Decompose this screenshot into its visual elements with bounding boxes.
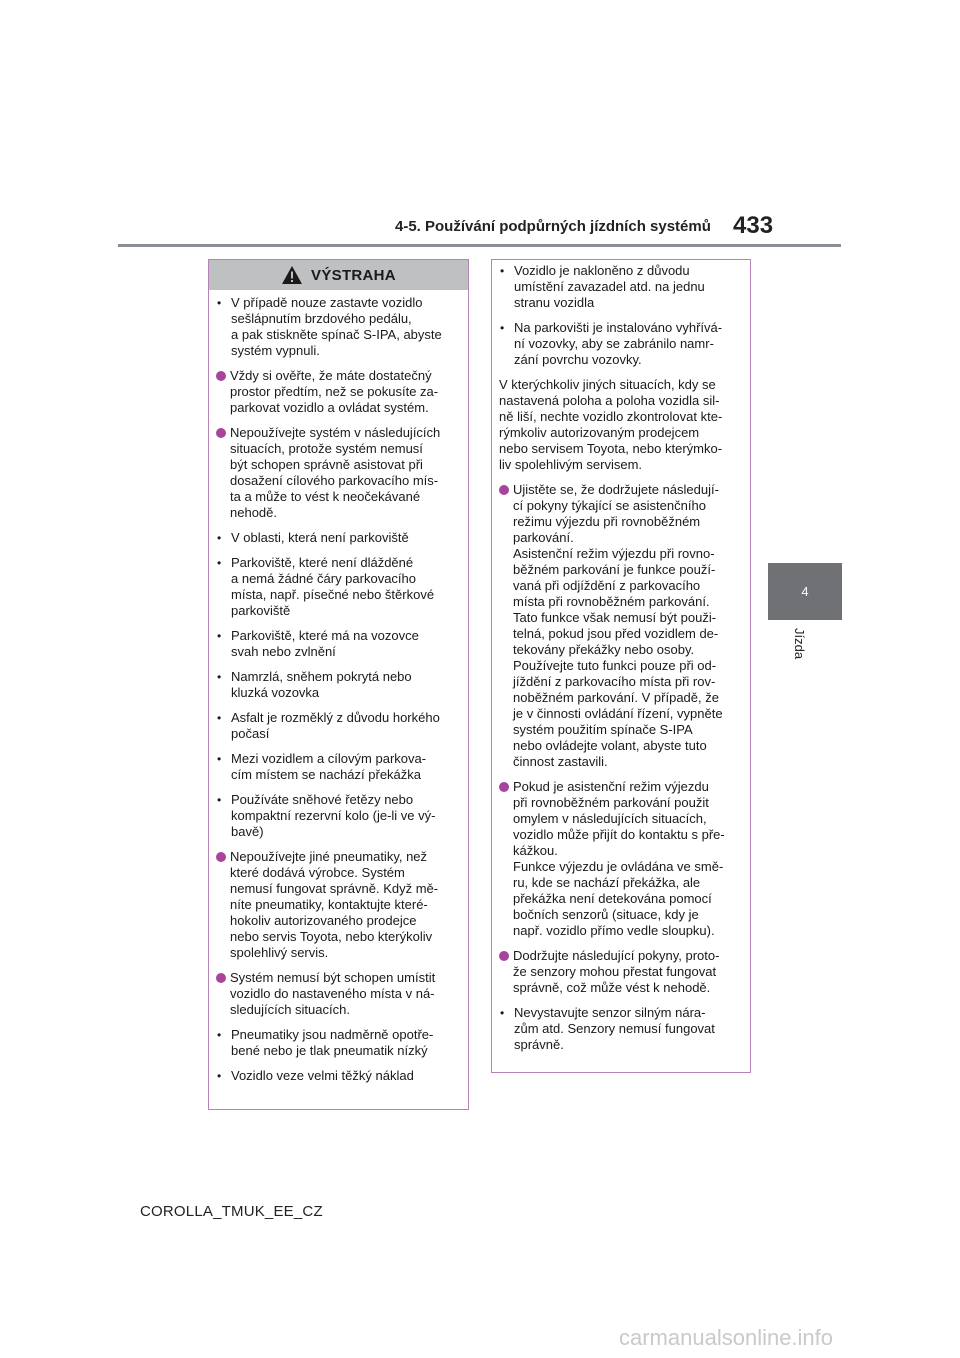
item-text: Namrzlá, sněhem pokrytá nebo kluzká vozovka (231, 669, 412, 700)
bullet-icon: • (217, 1028, 222, 1042)
bullet-icon: • (500, 264, 505, 278)
marker (499, 948, 513, 996)
chapter-label: Jízda (792, 628, 807, 660)
purple-dot-icon (216, 428, 226, 438)
item-text: Nepoužívejte jiné pneumatiky, než které dodává výrobce. Systém nemusí fungovat správně. Když mě- níte pneumatiky, kontaktujte které- hokoliv autorizovaného prodejce nebo servis Toyota, nebo kterýkoliv spolehlivý servis. (230, 849, 439, 960)
warning-point (499, 779, 743, 939)
chapter-tab: 4 (768, 563, 842, 620)
warning-point (499, 948, 743, 996)
page-number: 433 (733, 212, 774, 239)
item-text: Parkoviště, které není dlážděné a nemá žádné čáry parkovacího místa, např. písečné nebo štěrkové parkoviště (231, 555, 435, 618)
bullet-icon: • (217, 296, 222, 310)
warning-bullet-item (216, 792, 461, 840)
item-text: Nepoužívejte systém v následujících situacích, protože systém nemusí být schopen správně asistovat při dosažení cílového parkovacího mís- ta a může to vést k neočekávané nehodě. (230, 425, 441, 520)
warning-bullet-item (216, 710, 461, 742)
warning-bullet-item (499, 263, 743, 311)
bullet-icon: • (217, 556, 222, 570)
purple-dot-icon (216, 973, 226, 983)
warning-paragraph: V kterýchkoliv jiných situacích, kdy se nastavená poloha a poloha vozidla sil- ně liší, nechte vozidlo zkontrolovat kte- rýmkoliv autorizovaným prodejcem nebo servisem Toyota, nebo kterýmko- liv spolehlivým servisem. (499, 377, 723, 472)
warning-bullet-item (216, 530, 461, 546)
warning-content-left (209, 290, 468, 1084)
warning-bullet-item (216, 751, 461, 783)
purple-dot-icon (216, 371, 226, 381)
item-text: Vozidlo je nakloněno z důvodu umístění zavazadel atd. na jednu stranu vozidla (514, 263, 705, 310)
item-text: Používáte sněhové řetězy nebo kompaktní rezervní kolo (je-li ve vý- bavě) (231, 792, 436, 839)
document-code: COROLLA_TMUK_EE_CZ (140, 1203, 323, 1220)
item-text: Vozidlo veze velmi těžký náklad (231, 1068, 414, 1083)
item-text: V oblasti, která není parkoviště (231, 530, 409, 545)
bullet-icon: • (217, 670, 222, 684)
item-text: Pneumatiky jsou nadměrně opotře- bené nebo je tlak pneumatik nízký (231, 1027, 434, 1058)
item-text: Ujistěte se, že dodržujete následují- cí pokyny týkající se asistenčního režimu výjezdu při rovnoběžném parkování. Asistenční režim výjezdu při rovno- běžném parkování je funkce použí- vaná při odjíždění z parkovacího místa při rovnoběžném parkování. Tato funkce však nemusí být použi- telná, pokud jsou před vozidlem de- tekovány překážky nebo osoby. Používejte tuto funkci pouze při od- jíždění z parkovacího místa při rov- noběžném parkování. V případě, že je v činnosti ovládání řízení, vypněte systém použitím spínače S-IPA nebo ovládejte volant, abyste tuto činnost zastavili. (513, 482, 723, 769)
item-text: Nevystavujte senzor silným nára- zům atd. Senzory nemusí fungovat správně. (514, 1005, 715, 1052)
marker (216, 425, 230, 521)
bullet-icon: • (500, 1006, 505, 1020)
warning-bullet-item (216, 669, 461, 701)
marker (216, 849, 230, 961)
marker (216, 368, 230, 416)
warning-bullet-item (216, 1027, 461, 1059)
warning-bullet-item (216, 628, 461, 660)
warning-title: VÝSTRAHA (311, 266, 396, 284)
warning-bullet-item (216, 555, 461, 619)
warning-point (499, 482, 743, 770)
bullet-icon: • (217, 752, 222, 766)
warning-bullet-item (499, 1005, 743, 1053)
bullet-icon: • (217, 793, 222, 807)
warning-header (209, 260, 468, 290)
marker (499, 779, 513, 939)
purple-dot-icon (499, 485, 509, 495)
item-text: Na parkovišti je instalováno vyhřívá- ní vozovky, aby se zabránilo namr- zání povrchu vozovky. (514, 320, 723, 367)
bullet-icon: • (217, 1069, 222, 1083)
warning-content-right (492, 260, 750, 1053)
warning-triangle-icon (281, 265, 303, 285)
watermark: carmanualsonline.info (619, 1325, 834, 1350)
warning-box-left (208, 259, 469, 1110)
warning-point (216, 368, 461, 416)
item-text: Systém nemusí být schopen umístit vozidlo do nastaveného místa v ná- sledujících situacích. (230, 970, 436, 1017)
item-text: Dodržujte následující pokyny, proto- že senzory mohou přestat fungovat správně, což může vést k nehodě. (513, 948, 720, 995)
purple-dot-icon (499, 782, 509, 792)
bullet-icon: • (217, 531, 222, 545)
warning-point (216, 970, 461, 1018)
warning-bullet-item (499, 320, 743, 368)
warning-point (216, 425, 461, 521)
marker (499, 482, 513, 770)
item-text: Mezi vozidlem a cílovým parkova- cím místem se nachází překážka (231, 751, 427, 782)
warning-bullet-item (216, 1068, 461, 1084)
warning-point (216, 849, 461, 961)
bullet-icon: • (217, 711, 222, 725)
item-text: Vždy si ověřte, že máte dostatečný prostor předtím, než se pokusíte za- parkovat vozidlo a ovládat systém. (230, 368, 439, 415)
purple-dot-icon (216, 852, 226, 862)
item-text: V případě nouze zastavte vozidlo sešlápnutím brzdového pedálu, a pak stiskněte spínač S-IPA, abyste systém vypnuli. (231, 295, 442, 358)
bullet-icon: • (217, 629, 222, 643)
bullet-icon: • (500, 321, 505, 335)
item-text: Pokud je asistenční režim výjezdu při rovnoběžném parkování použit omylem v následujících situacích, vozidlo může přijít do kontaktu s pře- kážkou. Funkce výjezdu je ovládána ve smě- ru, kde se nachází překážka, ale překážka není detekována pomocí bočních senzorů (situace, kdy je např. vozidlo přímo vedle sloupku). (513, 779, 725, 938)
marker (216, 970, 230, 1018)
header-divider (118, 244, 841, 247)
warning-bullet-item (216, 295, 461, 359)
item-text: Asfalt je rozměklý z důvodu horkého počasí (231, 710, 440, 741)
item-text: Parkoviště, které má na vozovce svah nebo zvlnění (231, 628, 419, 659)
warning-box-right (491, 259, 751, 1073)
section-title: 4-5. Používání podpůrných jízdních systémů (395, 218, 711, 235)
purple-dot-icon (499, 951, 509, 961)
